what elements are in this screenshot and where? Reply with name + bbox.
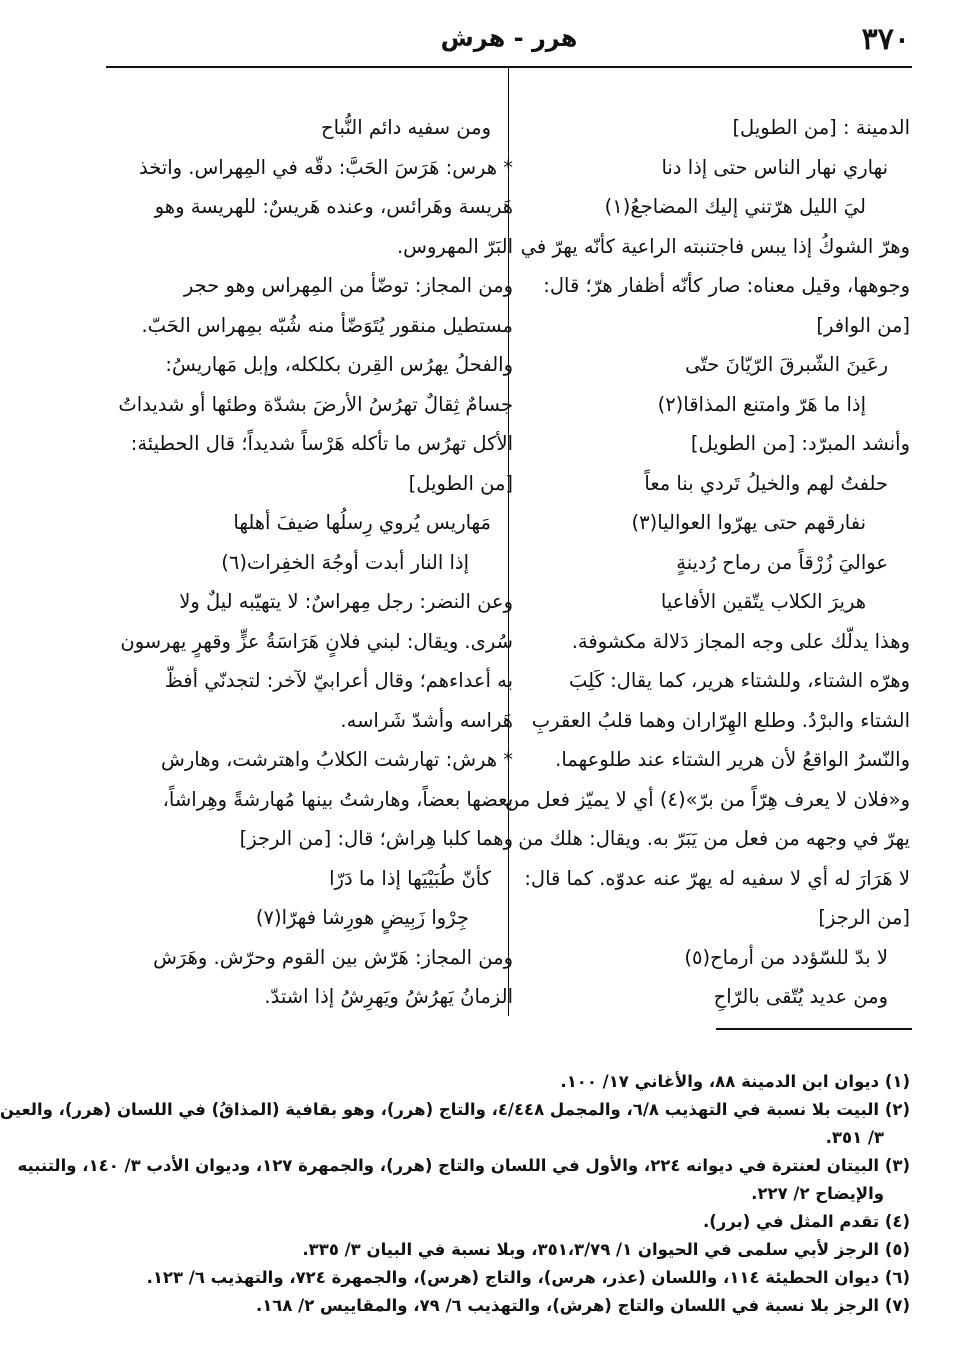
text-line: [من الرجز]	[818, 906, 910, 929]
text-line: [من الطويل]	[408, 471, 513, 495]
text-line: وهذا يدلّك على وجه المجاز دَلالة مكشوفة.	[571, 629, 910, 653]
text-line: وهرّ الشوكُ إذا يبس فاجتنبته الراعية كأنّه يهرّ في	[520, 234, 910, 258]
footnote-line: (٦) ديوان الحطيئة ١١٤، واللسان (عذر، هرس)، والتاج (هرس)، والجمهرة ٧٢٤، والتهذيب ٦/ ١٢٣.	[146, 1268, 910, 1287]
text-line: والفحلُ يهرُس القِرن بكلكله، وإبل مَهاريسُ:	[165, 353, 513, 376]
page-number: ٣٧٠	[861, 22, 910, 57]
verse-line: رعَينَ الشّبرقَ الرّيّانَ حتّى	[685, 353, 888, 376]
text-line: يهرّ في وجهه من فعل من يَبَرّ به. ويقال: هلك من	[518, 827, 910, 850]
text-line: سُرى. ويقال: لبني فلانٍ هَرَاسَةُ عزٍّ وقهرٍ يهرسون	[120, 629, 513, 653]
verse-line: ليَ الليل هرّتني إليك المضاجعُ(١)	[604, 195, 866, 218]
footnote-line: (٥) الرجز لأبي سلمى في الحيوان ١/ ٣٥١،٣/٧٩، وبلا نسبة في البيان ٣/ ٣٣٥.	[302, 1240, 910, 1259]
page-header	[108, 18, 910, 60]
verse-line: إذا النار أبدت أوجُهَ الخفِرات(٦)	[221, 550, 469, 574]
text-line: وأنشد المبرّد: [من الطويل]	[690, 432, 910, 455]
right-column	[505, 108, 910, 1017]
text-line: الزمانُ يَهرُشُ ويَهرِشُ إذا اشتدّ.	[264, 985, 513, 1008]
footnote-line: ٣/ ٣٥١.	[825, 1128, 884, 1147]
verse-line: ومن عديد يُتّقى بالرّاحِ	[713, 985, 888, 1008]
text-line: ومن المجاز: توضّأ من المِهراس وهو حجر	[183, 274, 513, 297]
text-line: وهما كلبا هِراش؛ قال: [من الرجز]	[239, 827, 513, 850]
verse-line: ومن سفيه دائم النُّباح	[320, 116, 491, 139]
verse-line: إذا ما هَرّ وامتنع المذاقا(٢)	[657, 392, 866, 416]
verse-line: عواليَ زُرْقاً من رماح رُدينةٍ	[676, 550, 888, 574]
verse-line: هريرَ الكلاب يتّقين الأفاعيا	[660, 590, 866, 613]
text-line: مستطيل منقور يُتَوَضّأ منه شُبّه بمِهراس الحَبّ.	[141, 313, 513, 337]
text-line: [من الوافر]	[816, 313, 910, 337]
left-column	[108, 108, 513, 1017]
footnote-line: (٤) تقدم المثل في (برر).	[702, 1212, 910, 1231]
footnote-line: (١) ديوان ابن الدمينة ٨٨، والأغاني ١٧/ ١٠٠.	[560, 1072, 910, 1091]
footnote-line: (٣) البيتان لعنترة في ديوانه ٢٢٤، والأول في اللسان والتاج (هرر)، والجمهرة ١٢٧، وديوان الأدب ٣/ ١٤٠، والتنبيه	[17, 1156, 910, 1175]
text-line: هَريسة وهَرائس، وعنده هَريسٌ: للهريسة وهو	[154, 195, 513, 218]
footnote-line: والإيضاح ٢/ ٢٢٧.	[751, 1184, 884, 1203]
verse-line: لا بدّ للسّؤدد من أرماح(٥)	[684, 945, 888, 969]
text-line: الدمينة : [من الطويل]	[732, 116, 910, 139]
footnotes	[0, 1068, 910, 1320]
text-line: هَراسه وأشدّ شَراسه.	[340, 708, 513, 732]
verse-line: كأنّ طُبَيْيَها إذا ما دَرّا	[329, 866, 491, 890]
footnote-line: (٢) البيت بلا نسبة في التهذيب ٦/٨، والمجمل ٤/٤٤٨، والتاج (هرر)، وهو بقافية (المذاقُ) في اللسان (هرر)، والعين	[0, 1100, 910, 1119]
text-line: جسامٌ ثِقالٌ تهرُسُ الأرضَ بشدّة وطئها أو شديداتُ	[118, 392, 513, 416]
text-line: وهرّه الشتاء، وللشتاء هرير، كما يقال: كَلِبَ	[569, 669, 910, 692]
text-line: والنّسرُ الواقعُ لأن هرير الشتاء عند طلوعهما.	[555, 748, 910, 771]
text-line: لا هَرَارَ له أي لا سفيه له يهرّ عنه عدوّه. كما قال:	[524, 866, 910, 890]
text-line: ومن المجاز: هَرّش بين القوم وحرّش. وهَرَش	[153, 945, 513, 969]
verse-line: جِرْوا زَبِيضٍ هورِشا فهرّا(٧)	[255, 906, 469, 929]
running-head: هرر - هرش	[440, 24, 578, 52]
header-rule	[106, 66, 912, 68]
text-line: البَرّ المهروس.	[396, 234, 513, 258]
text-line: وجوهها، وقيل معناه: صار كأنّه أظفار هرّ؛ قال:	[543, 274, 910, 297]
verse-line: نفارقهم حتى يهرّوا العواليا(٣)	[631, 511, 866, 534]
verse-line: حلفتُ لهم والخيلُ تَردي بنا معاً	[644, 471, 888, 495]
text-line: الأكل تهرُس ما تأكله هَرْساً شديداً؛ قال الحطيئة:	[130, 432, 513, 455]
text-line: و«فلان لا يعرف هِرّاً من برّ»(٤) أي لا يميّز فعل من	[504, 787, 910, 811]
text-line: الشتاء والبرْدُ. وطلع الهِرّاران وهما قلبُ العقربِ	[531, 708, 910, 732]
footnote-rule	[716, 1028, 912, 1030]
text-line: * هرس: هَرَسَ الحَبَّ: دقّه في المِهراس. واتخذ	[139, 155, 513, 179]
verse-line: نهاري نهار الناس حتى إذا دنا	[661, 155, 888, 179]
footnote-line: (٧) الرجز بلا نسبة في اللسان والتاج (هرش)، والتهذيب ٦/ ٧٩، والمقاييس ٢/ ١٦٨.	[255, 1296, 910, 1315]
text-line: بعضها بعضاً، وهارشتُ بينها مُهارشةً وهِراشاً،	[162, 787, 513, 811]
text-line: * هرش: تهارشت الكلابُ واهترشت، وهارش	[161, 748, 513, 771]
verse-line: مَهاريس يُروي رِسلُها ضيفَ أهلها	[233, 511, 491, 534]
text-line: به أعداءهم؛ وقال أعرابيّ لآخر: لتجدنّي أفظّ	[164, 669, 513, 692]
text-line: وعن النضر: رجل مِهراسٌ: لا يتهيّبه ليلٌ ولا	[179, 590, 513, 613]
